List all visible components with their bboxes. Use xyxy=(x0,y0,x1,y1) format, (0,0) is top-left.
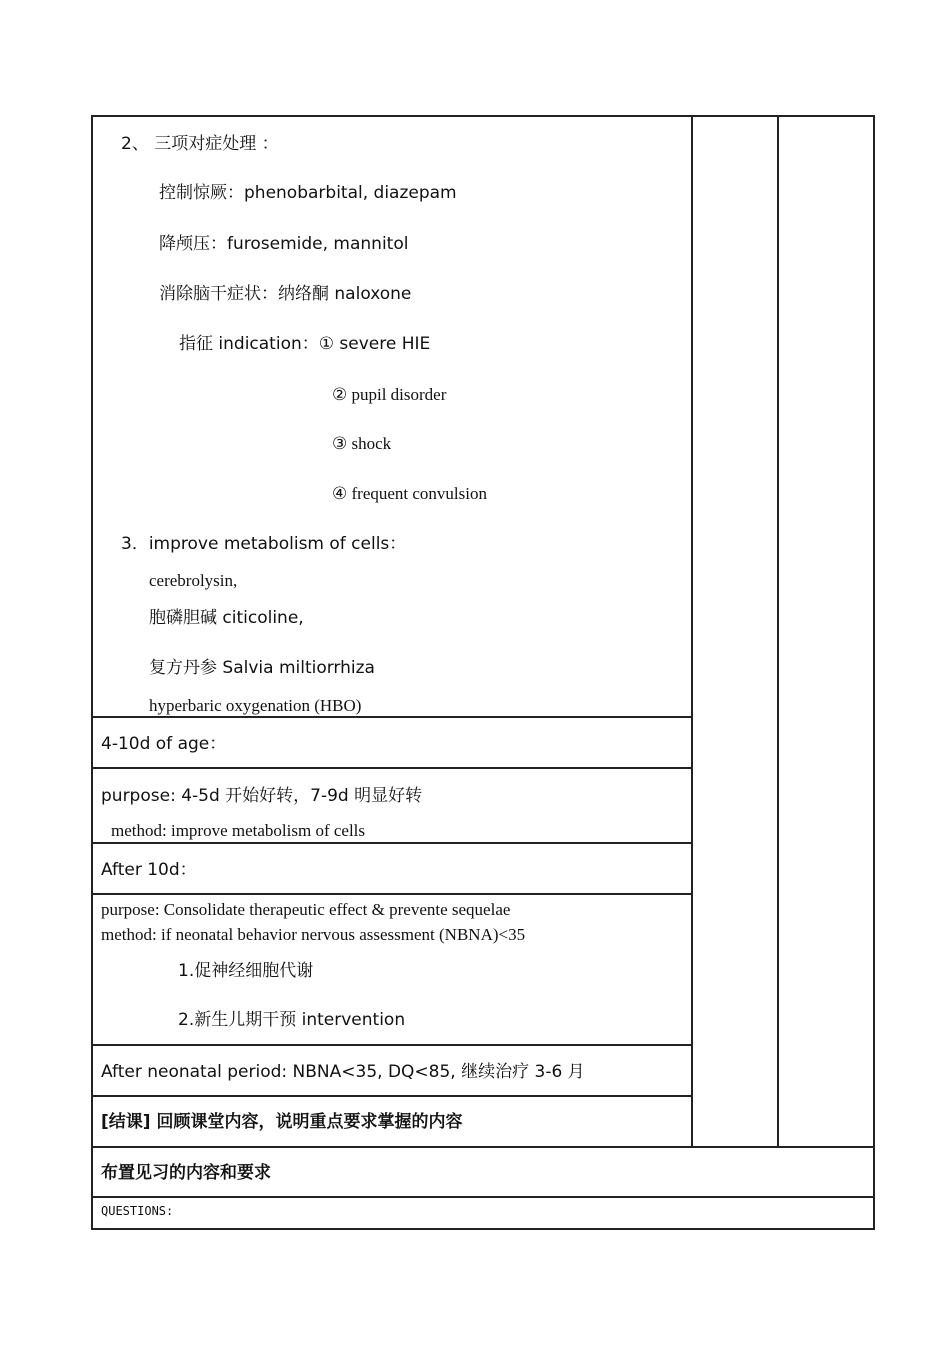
questions-cell xyxy=(92,1197,874,1229)
icp-reduction: 降颅压：furosemide, mannitol xyxy=(159,234,409,254)
stage-4-10-detail-cell xyxy=(92,768,692,843)
summary-text: [结课] 回顾课堂内容，说明重点要求掌握的内容 xyxy=(101,1112,463,1132)
assignment-cell xyxy=(92,1147,874,1197)
stage-4-10-title: 4-10d of age： xyxy=(101,734,227,754)
summary-cell xyxy=(92,1096,692,1147)
side-column-1 xyxy=(692,116,778,1147)
indication-item-2: ② pupil disorder xyxy=(332,385,447,404)
drug-salvia: 复方丹参 Salvia miltiorrhiza xyxy=(149,658,375,678)
stage-after-10-detail-cell xyxy=(92,894,692,1045)
drug-hbo: hyperbaric oxygenation (HBO) xyxy=(149,696,362,715)
neonatal-period-text: After neonatal period: NBNA<35, DQ<85, 继续治疗 3-6 月 xyxy=(101,1062,585,1082)
metabolism-heading: 3．improve metabolism of cells： xyxy=(121,534,407,554)
stage-after-10-method: method: if neonatal behavior nervous assessment (NBNA)<35 xyxy=(101,925,526,944)
side-column-2 xyxy=(778,116,874,1147)
stage-4-10-purpose: purpose: 4-5d 开始好转，7-9d 明显好转 xyxy=(101,786,423,806)
treatment-cell xyxy=(92,116,692,717)
drug-cerebrolysin: cerebrolysin, xyxy=(149,571,238,590)
stage-after-10-title-cell xyxy=(92,843,692,894)
assignment-title: 布置见习的内容和要求 xyxy=(101,1163,271,1183)
stage-after-10-purpose: purpose: Consolidate therapeutic effect & prevente sequelae xyxy=(101,900,511,919)
stage-after-10-item-1: 1.促神经细胞代谢 xyxy=(178,961,314,981)
drug-citicoline: 胞磷胆碱 citicoline, xyxy=(149,608,304,628)
neonatal-period-cell xyxy=(92,1045,692,1096)
indication-label: 指征 indication：① severe HIE xyxy=(179,334,431,354)
questions-label: QUESTIONS: xyxy=(101,1204,174,1218)
stage-after-10-item-2: 2.新生儿期干预 intervention xyxy=(178,1010,406,1030)
symptomatic-heading: 2、 三项对症处理 ： xyxy=(121,134,279,154)
indication-item-3: ③ shock xyxy=(332,434,392,453)
brainstem-symptoms: 消除脑干症状：纳络酮 naloxone xyxy=(159,284,412,304)
stage-4-10-method: method: improve metabolism of cells xyxy=(111,821,366,840)
seizure-control: 控制惊厥：phenobarbital, diazepam xyxy=(159,183,457,203)
stage-4-10-title-cell xyxy=(92,717,692,768)
lesson-plan-table xyxy=(91,115,873,1230)
stage-after-10-title: After 10d： xyxy=(101,860,197,880)
indication-item-4: ④ frequent convulsion xyxy=(332,484,487,503)
